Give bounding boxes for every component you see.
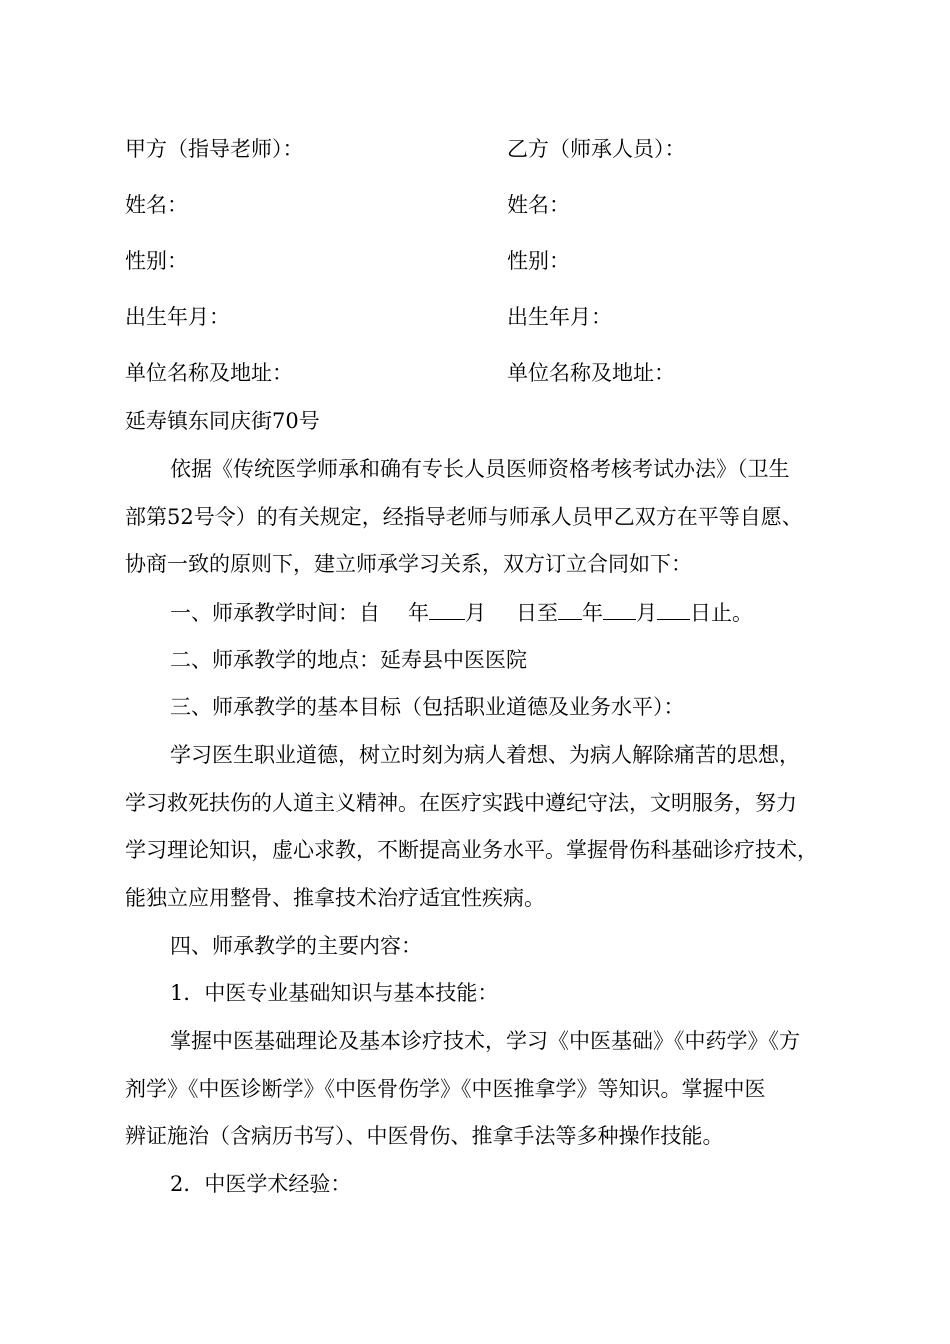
content-item-1-line-3: 辨证施治（含病历书写）、中医骨伤、推拿手法等多种操作技能。: [125, 1124, 724, 1148]
term-year-1: 年: [408, 601, 429, 625]
party-a-name-label: 姓名：: [125, 193, 188, 217]
term-end: 日止。: [690, 601, 753, 625]
month-2-blank: [603, 597, 636, 620]
term-line: [170, 597, 753, 628]
goals-line-4: 能独立应用整骨、推拿技术治疗适宜性疾病。: [125, 886, 545, 910]
party-a-unit-label: 单位名称及地址：: [125, 361, 293, 385]
intro-line-3: 协商一致的原则下，建立师承学习关系，双方订立合同如下：: [125, 552, 692, 576]
intro-line-2: 部第52号令）的有关规定，经指导老师与师承人员甲乙双方在平等自愿、: [125, 505, 803, 529]
party-a-gender-label: 性别：: [125, 249, 188, 273]
party-b-gender-label: 性别：: [507, 249, 570, 273]
year-2-blank: [558, 597, 582, 620]
party-b-unit-label: 单位名称及地址：: [507, 361, 675, 385]
intro-line-1: 依据《传统医学师承和确有专长人员医师资格考核考试办法》（卫生: [170, 457, 790, 481]
term-prefix: 一、师承教学时间：自: [170, 601, 380, 625]
goals-line-2: 学习救死扶伤的人道主义精神。在医疗实践中遵纪守法，文明服务，努力: [125, 791, 797, 815]
term-month-1: 月: [465, 601, 486, 625]
party-b-birth-label: 出生年月：: [507, 305, 612, 329]
location-line: 二、师承教学的地点：延寿县中医医院: [170, 648, 527, 672]
party-a-address: 延寿镇东同庆街70号: [125, 409, 320, 433]
content-item-1-line-2: 剂学》《中医诊断学》《中医骨伤学》《中医推拿学》等知识。掌握中医: [125, 1077, 766, 1101]
party-b-heading: 乙方（师承人员）：: [507, 137, 686, 161]
goals-line-3: 学习理论知识，虚心求教，不断提高业务水平。掌握骨伤科基础诊疗技术，: [125, 838, 818, 862]
goals-heading: 三、师承教学的基本目标（包括职业道德及业务水平）：: [170, 695, 685, 719]
month-1-blank: [429, 597, 465, 620]
content-item-1-title: 1．中医专业基础知识与基本技能：: [170, 981, 499, 1005]
party-a-heading: 甲方（指导老师）：: [125, 137, 304, 161]
party-a-birth-label: 出生年月：: [125, 305, 230, 329]
content-item-2-title: 2．中医学术经验：: [170, 1172, 352, 1196]
day-2-blank: [657, 597, 690, 620]
content-item-1-line-1: 掌握中医基础理论及基本诊疗技术，学习《中医基础》《中药学》《方: [170, 1029, 800, 1053]
term-year-2: 年: [582, 601, 603, 625]
party-b-name-label: 姓名：: [507, 193, 570, 217]
term-day-to: 日至: [516, 601, 558, 625]
goals-line-1: 学习医生职业道德，树立时刻为病人着想、为病人解除痛苦的思想，: [170, 743, 800, 767]
content-heading: 四、师承教学的主要内容：: [170, 934, 422, 958]
term-month-2: 月: [636, 601, 657, 625]
